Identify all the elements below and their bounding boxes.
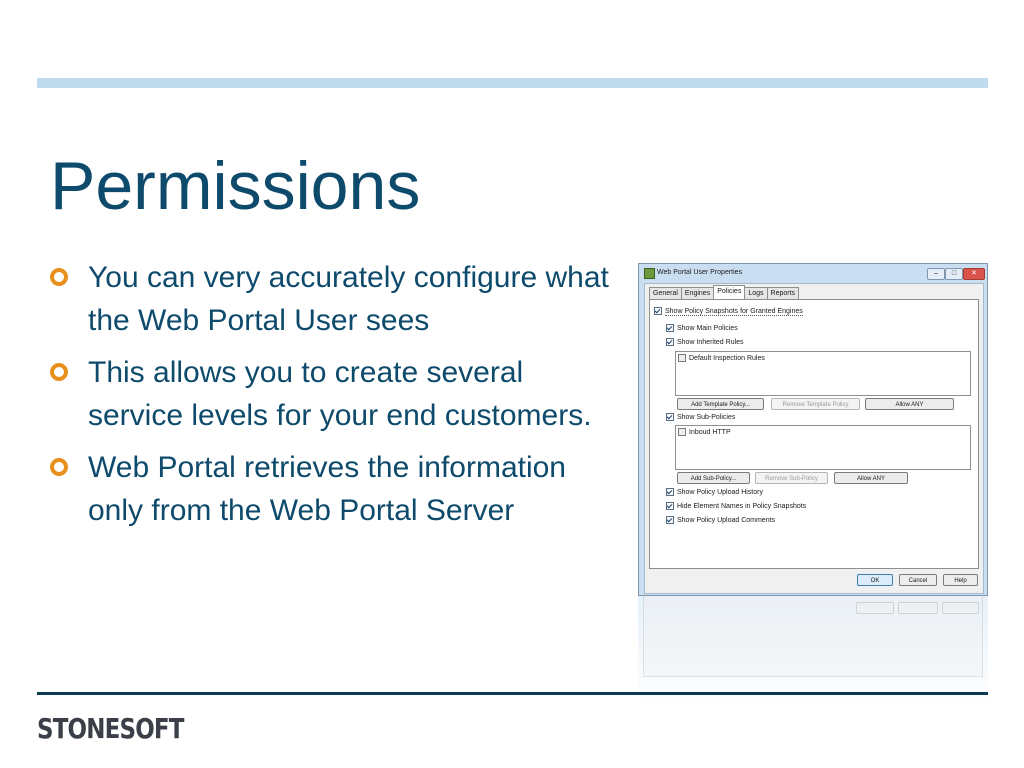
cancel-button[interactable]: Cancel xyxy=(899,574,937,586)
show-upload-history-label: Show Policy Upload History xyxy=(677,489,763,496)
tab-general[interactable]: General xyxy=(649,287,682,299)
show-upload-history-checkbox[interactable] xyxy=(666,488,674,496)
sub-policies-list[interactable] xyxy=(675,425,971,470)
tab-policies[interactable]: Policies xyxy=(713,285,745,299)
reflection-help-button xyxy=(942,602,979,614)
show-sub-policies-row[interactable] xyxy=(666,413,735,423)
show-main-policies-label: Show Main Policies xyxy=(677,325,738,332)
list-item-label: Default Inspection Rules xyxy=(689,355,765,362)
stonesoft-logo: STONESOFT xyxy=(37,712,184,745)
close-button[interactable]: ✕ xyxy=(963,268,985,280)
reflection-cancel-button xyxy=(898,602,938,614)
add-sub-policy-button[interactable]: Add Sub-Policy... xyxy=(677,472,750,484)
tab-engines[interactable]: Engines xyxy=(681,287,714,299)
slide-title: Permissions xyxy=(50,148,421,224)
remove-sub-policy-button[interactable]: Remove Sub-Policy xyxy=(755,472,828,484)
reflection-ok-button xyxy=(856,602,894,614)
show-upload-history-row[interactable] xyxy=(666,488,763,498)
minimize-button[interactable]: – xyxy=(927,268,945,280)
policy-document-icon xyxy=(678,354,686,362)
hide-element-names-checkbox[interactable] xyxy=(666,502,674,510)
show-sub-policies-label: Show Sub-Policies xyxy=(677,414,736,421)
show-upload-comments-row[interactable] xyxy=(666,516,775,526)
bullet-item xyxy=(50,256,610,342)
ring-bullet-icon xyxy=(50,363,68,381)
footer-rule xyxy=(37,692,988,695)
dialog-title: Web Portal User Properties xyxy=(657,269,743,276)
show-snapshots-label: Show Policy Snapshots for Granted Engines xyxy=(665,308,803,315)
ring-bullet-icon xyxy=(50,458,68,476)
dialog-titlebar xyxy=(639,264,987,282)
allow-any-sub-policy-button[interactable]: Allow ANY xyxy=(834,472,908,484)
user-properties-icon xyxy=(644,268,655,279)
show-inherited-rules-checkbox[interactable] xyxy=(666,338,674,346)
bullet-text: Web Portal retrieves the information only from the Web Portal Server xyxy=(88,451,566,527)
bullet-text: You can very accurately configure what the Web Portal User sees xyxy=(88,261,609,337)
maximize-button[interactable]: □ xyxy=(945,268,963,280)
bullet-item xyxy=(50,446,610,532)
properties-dialog xyxy=(638,263,988,596)
reflection-panel xyxy=(643,596,983,677)
policies-panel xyxy=(649,299,979,569)
show-upload-comments-label: Show Policy Upload Comments xyxy=(677,517,776,524)
ring-bullet-icon xyxy=(50,268,68,286)
tab-reports[interactable]: Reports xyxy=(767,287,800,299)
list-item-label: Inboud HTTP xyxy=(689,429,731,436)
show-upload-comments-checkbox[interactable] xyxy=(666,516,674,524)
bullet-list xyxy=(50,256,610,541)
show-main-policies-checkbox[interactable] xyxy=(666,324,674,332)
policy-document-icon xyxy=(678,428,686,436)
ok-button[interactable]: OK xyxy=(857,574,893,586)
bullet-text: This allows you to create several service levels for your end customers. xyxy=(88,356,592,432)
dialog-screenshot xyxy=(638,263,988,708)
dialog-client-area xyxy=(644,283,984,594)
show-inherited-rules-row[interactable] xyxy=(666,338,744,348)
show-snapshots-row[interactable] xyxy=(654,307,803,317)
show-sub-policies-checkbox[interactable] xyxy=(666,413,674,421)
remove-template-policy-button[interactable]: Remove Template Policy xyxy=(771,398,860,410)
hide-element-names-row[interactable] xyxy=(666,502,806,512)
header-rule xyxy=(37,78,988,88)
list-item[interactable] xyxy=(678,428,731,438)
add-template-policy-button[interactable]: Add Template Policy... xyxy=(677,398,764,410)
list-item[interactable] xyxy=(678,354,765,364)
hide-element-names-label: Hide Element Names in Policy Snapshots xyxy=(677,503,807,510)
bullet-item xyxy=(50,351,610,437)
help-button[interactable]: Help xyxy=(943,574,978,586)
inherited-rules-list[interactable] xyxy=(675,351,971,396)
show-snapshots-checkbox[interactable] xyxy=(654,307,662,315)
show-inherited-rules-label: Show Inherited Rules xyxy=(677,339,744,346)
allow-any-template-button[interactable]: Allow ANY xyxy=(865,398,954,410)
show-main-policies-row[interactable] xyxy=(666,324,738,334)
tab-logs[interactable]: Logs xyxy=(744,287,767,299)
